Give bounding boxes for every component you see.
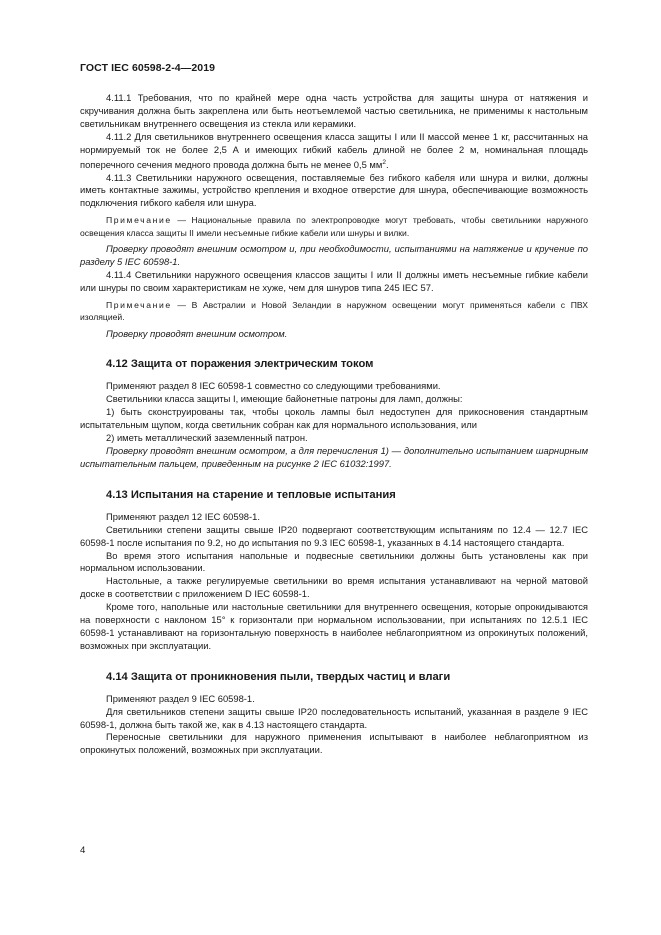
note-2 [80, 299, 588, 324]
section-4-13-p4: Настольные, а также регулируемые светильники во время испытания устанавливают на черной матовой доске в соответствии с приложением D IEC 60598-1. [80, 575, 588, 600]
note-2-text: — В Австралии и Новой Зеландии в наружном освещении могут применяться кабели с ПВХ изоляцией. [80, 299, 588, 323]
clause-4-11-3: 4.11.3 Светильники наружного освещения, поставляемые без гибкого кабеля или шнура и вилки, должны иметь контактные зажимы, устройство крепления и входное отверстие для шнура, обеспечивающие возможность подключения гибкого кабеля или шнура. [80, 171, 588, 209]
clause-4-11-2-end: . [385, 158, 389, 170]
page-number: 4 [80, 845, 86, 856]
clause-4-11-2-text: 4.11.2 Для светильников внутреннего освещения класса защиты I или II массой менее 1 кг, рассчитанных на нормируемый ток не более 2,5 А и имеющих гибкий кабель длиной не более 2 м, номинальная площадь поперечного сечения медного провода должна быть не менее 0,5 мм [80, 130, 588, 170]
clause-4-11-2-superscript: 2 [382, 158, 386, 166]
section-4-12-check: Проверку проводят внешним осмотром, а для перечисления 1) — дополнительно испытанием шарнирным испытательным пальцем, приведенным на рисунке 2 IEC 61032:1997. [80, 444, 588, 469]
section-4-14-p1: Применяют раздел 9 IEC 60598-1. [106, 692, 255, 704]
note-1-label: Примечание [106, 215, 172, 226]
clause-4-11-2 [80, 131, 588, 172]
section-4-13-p3: Во время этого испытания напольные и подвесные светильники должны быть установлены как при нормальном использовании. [80, 549, 588, 574]
note-1-text: — Национальные правила по электропроводке могут требовать, чтобы светильники наружного освещения класса защиты II имели несъемные гибкие кабели или шнуры и вилки. [80, 215, 588, 238]
section-4-13-p2: Светильники степени защиты свыше IP20 подвергают соответствующим испытаниям по 12.4 — 12.7 IEC 60598-1 после испытания по 9.2, но до испытания по 9.3 IEC 60598-1, указанных в 4.14 настоящего стандарта. [80, 523, 588, 548]
section-4-14-p2: Для светильников степени защиты свыше IP20 последовательность испытаний, указанная в разделе 9 IEC 60598-1, должна быть такой же, как в 4.13 настоящего стандарта. [80, 705, 588, 730]
note-1 [80, 214, 588, 239]
section-4-12-p2: Светильники класса защиты I, имеющие байонетные патроны для ламп, должны: [106, 393, 463, 405]
section-4-12-p1: Применяют раздел 8 IEC 60598-1 совместно со следующими требованиями. [106, 380, 441, 392]
document-header: ГОСТ IEC 60598-2-4—2019 [80, 62, 216, 74]
document-body [80, 92, 588, 757]
check-4-11-3: Проверку проводят внешним осмотром и, при необходимости, испытаниями на натяжение и кручение по разделу 5 IEC 60598-1. [80, 243, 588, 267]
section-4-14-title: 4.14 Защита от проникновения пыли, твердых частиц и влаги [106, 670, 451, 683]
section-4-12-item-1: 1) быть сконструированы так, чтобы цоколь лампы был недоступен для прикосновения стандартным испытательным щупом, когда светильник собран как для нормального использования, или [80, 406, 588, 431]
section-4-14-p3: Переносные светильники для наружного применения испытывают в наиболее неблагоприятном из опрокинутых положений, возможных при эксплуатации. [80, 731, 588, 756]
section-4-13-p5: Кроме того, напольные или настольные светильники для внутреннего освещения, которые опрокидываются на поверхности с наклоном 15° к горизонтали при нормальном использовании, при испытаниях по 12.5.1 IEC 60598-1 устанавливают на горизонтальную поверхность в наиболее неблагоприятном из опрокинутых положений, возможных при эксплуатации. [80, 601, 588, 651]
section-4-12-item-2: 2) иметь металлический заземленный патрон. [106, 432, 308, 444]
clause-4-11-4: 4.11.4 Светильники наружного освещения классов защиты I или II должны иметь несъемные гибкие кабели или шнуры по своим характеристикам не хуже, чем для шнуров типа 245 IEC 57. [80, 268, 588, 293]
note-2-label: Примечание [106, 299, 172, 310]
check-4-11-4: Проверку проводят внешним осмотром. [106, 327, 288, 339]
clause-4-11-1: 4.11.1 Требования, что по крайней мере одна часть устройства для защиты шнура от натяжения и скручивания должна быть закреплена или быть неотъемлемой частью светильника, не применимы к настольным светильникам внутреннего освещения из стекла или керамики. [80, 92, 588, 129]
section-4-13-p1: Применяют раздел 12 IEC 60598-1. [106, 510, 260, 522]
section-4-12-title: 4.12 Защита от поражения электрическим током [106, 358, 374, 371]
section-4-13-title: 4.13 Испытания на старение и тепловые испытания [106, 488, 396, 501]
